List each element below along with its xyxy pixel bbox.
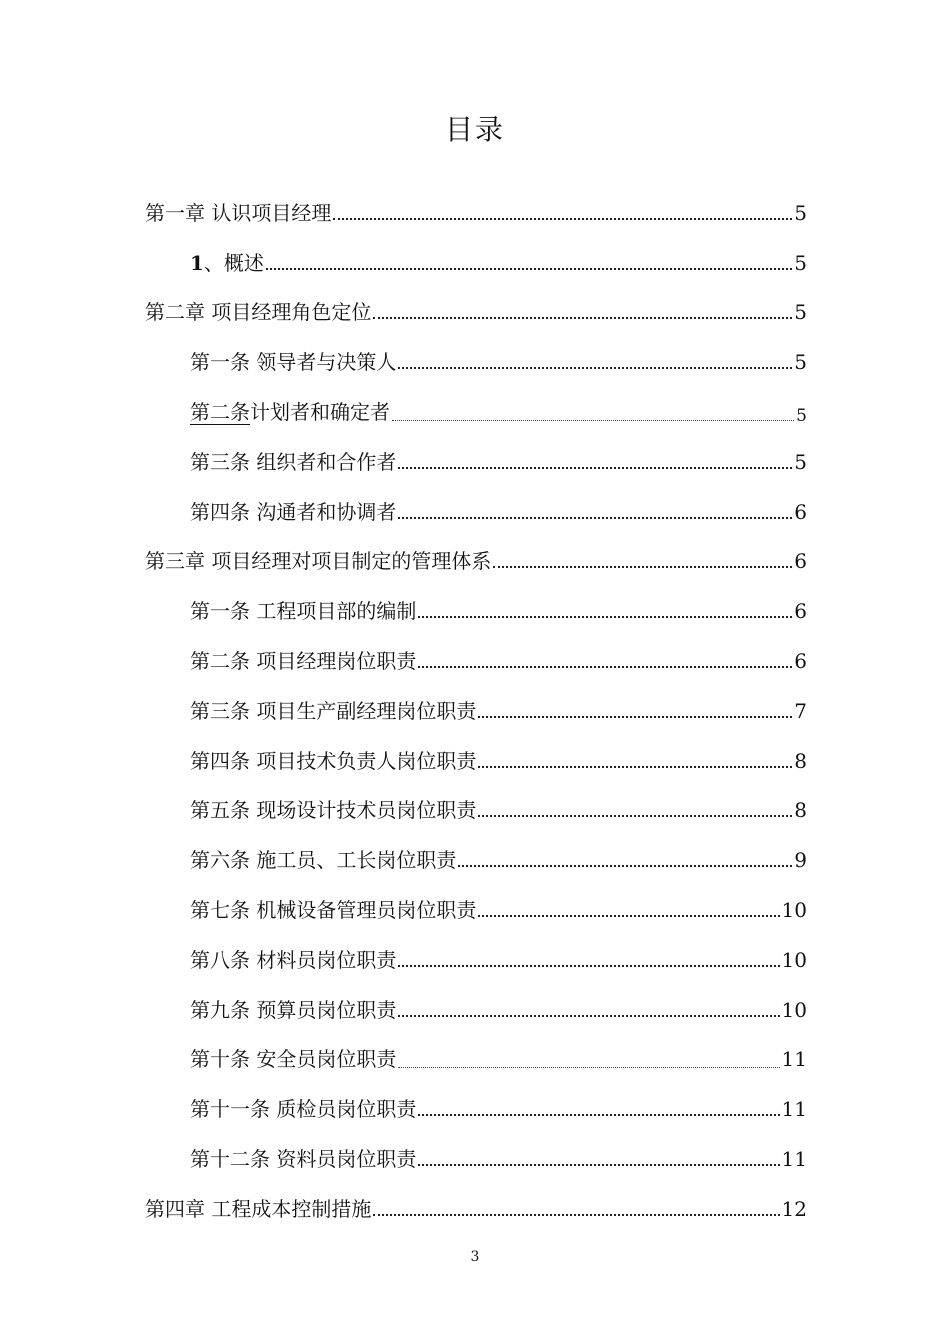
toc-entry[interactable] <box>145 835 807 885</box>
toc-entry[interactable] <box>145 288 807 338</box>
toc-entry[interactable] <box>145 387 807 437</box>
toc-entry-page: 5 <box>794 250 807 275</box>
toc-entry[interactable] <box>145 686 807 736</box>
toc-entry-page: 6 <box>794 499 807 524</box>
toc-leader-dots <box>392 420 794 421</box>
toc-leader-dots <box>266 268 792 270</box>
toc-entry-label: 第二条 项目经理岗位职责 <box>190 649 417 674</box>
toc-entry-label: 第一条 领导者与决策人 <box>190 350 397 375</box>
toc-leader-dots <box>478 915 779 917</box>
toc-entry[interactable] <box>145 636 807 686</box>
toc-entry[interactable] <box>145 736 807 786</box>
toc-entry-label: 第一条 工程项目部的编制 <box>190 599 417 624</box>
toc-entry-label: 第四条 项目技术负责人岗位职责 <box>190 748 477 773</box>
toc-entry-page: 6 <box>794 649 807 674</box>
toc-entry-page: 11 <box>781 1047 807 1072</box>
toc-leader-dots <box>478 766 792 768</box>
toc-entry[interactable] <box>145 337 807 387</box>
toc-entry-page: 5 <box>794 200 807 225</box>
toc-entry-page: 11 <box>781 1097 807 1122</box>
toc-entry-label: 第七条 机械设备管理员岗位职责 <box>190 898 477 923</box>
toc-leader-dots <box>458 865 792 867</box>
toc-entry-page: 7 <box>794 698 807 723</box>
toc-entry-label: 第十一条 质检员岗位职责 <box>190 1097 417 1122</box>
toc-leader-dots <box>418 616 792 618</box>
toc-entry-page: 12 <box>781 1196 807 1221</box>
toc-leader-dots <box>398 1015 779 1017</box>
toc-entry[interactable] <box>145 188 807 238</box>
toc-entry-label: 第四条 沟通者和协调者 <box>190 499 397 524</box>
toc-leader-dots <box>373 1214 779 1216</box>
toc-entry-page: 5 <box>794 350 807 375</box>
toc-entry[interactable] <box>145 1084 807 1134</box>
toc-entry-label: 第二章 项目经理角色定位 <box>145 300 372 325</box>
toc-entry-page: 11 <box>781 1147 807 1172</box>
toc-entry[interactable] <box>145 935 807 985</box>
toc-entry-label: 第十条 安全员岗位职责 <box>190 1047 397 1072</box>
toc-leader-dots <box>478 815 792 817</box>
toc-entry-page: 5 <box>796 406 807 427</box>
toc-entry-page: 5 <box>794 449 807 474</box>
toc-leader-dots <box>398 965 779 967</box>
toc-entry[interactable] <box>145 238 807 288</box>
toc-entry-label: 第一章 认识项目经理 <box>145 200 332 225</box>
toc-entry-label: 第五条 现场设计技术员岗位职责 <box>190 798 477 823</box>
toc-entry-page: 8 <box>794 748 807 773</box>
toc-entry[interactable] <box>145 1035 807 1085</box>
toc-entry[interactable] <box>145 537 807 587</box>
toc-entry[interactable] <box>145 985 807 1035</box>
toc-entry-page: 10 <box>781 947 807 972</box>
toc-entry-label: 第九条 预算员岗位职责 <box>190 997 397 1022</box>
toc-entry[interactable] <box>145 437 807 487</box>
toc-entry-page: 8 <box>794 798 807 823</box>
toc-entry-page: 10 <box>781 997 807 1022</box>
toc-entry[interactable] <box>145 1134 807 1184</box>
toc-entry-page: 10 <box>781 898 807 923</box>
toc-entry[interactable] <box>145 1184 807 1234</box>
toc-entry-label: 第二条计划者和确定者 <box>190 400 390 425</box>
toc-entry-page: 6 <box>794 599 807 624</box>
toc-leader-dots <box>398 367 792 369</box>
toc-entry-page: 5 <box>794 300 807 325</box>
toc-leader-dots <box>333 218 792 220</box>
toc-entry-label: 第四章 工程成本控制措施 <box>145 1196 372 1221</box>
toc-entry-label: 第八条 材料员岗位职责 <box>190 947 397 972</box>
toc-leader-dots <box>398 1067 779 1068</box>
toc-entry-label: 第十二条 资料员岗位职责 <box>190 1147 417 1172</box>
toc-entry-page: 9 <box>794 848 807 873</box>
toc-entry-page: 6 <box>794 549 807 574</box>
toc-entry-label: 第三条 项目生产副经理岗位职责 <box>190 698 477 723</box>
toc-entry-label: 第三条 组织者和合作者 <box>190 449 397 474</box>
toc-entry-label: 第六条 施工员、工长岗位职责 <box>190 848 457 873</box>
toc-entry[interactable] <box>145 487 807 537</box>
toc-entry[interactable] <box>145 586 807 636</box>
toc-leader-dots <box>493 566 792 568</box>
toc-entry-label: 1、概述 <box>190 250 264 275</box>
page-number: 3 <box>470 1249 480 1265</box>
toc-leader-dots <box>398 467 792 469</box>
toc-entry-label: 第三章 项目经理对项目制定的管理体系 <box>145 549 492 574</box>
toc-entry[interactable] <box>145 885 807 935</box>
toc-leader-dots <box>418 1114 779 1116</box>
toc-leader-dots <box>418 666 792 668</box>
toc-leader-dots <box>418 1164 779 1166</box>
toc-entry[interactable] <box>145 786 807 836</box>
toc-list <box>145 188 807 1234</box>
toc-leader-dots <box>478 716 792 718</box>
toc-leader-dots <box>398 517 792 519</box>
toc-leader-dots <box>373 317 792 319</box>
toc-title: 目录 <box>444 113 505 146</box>
